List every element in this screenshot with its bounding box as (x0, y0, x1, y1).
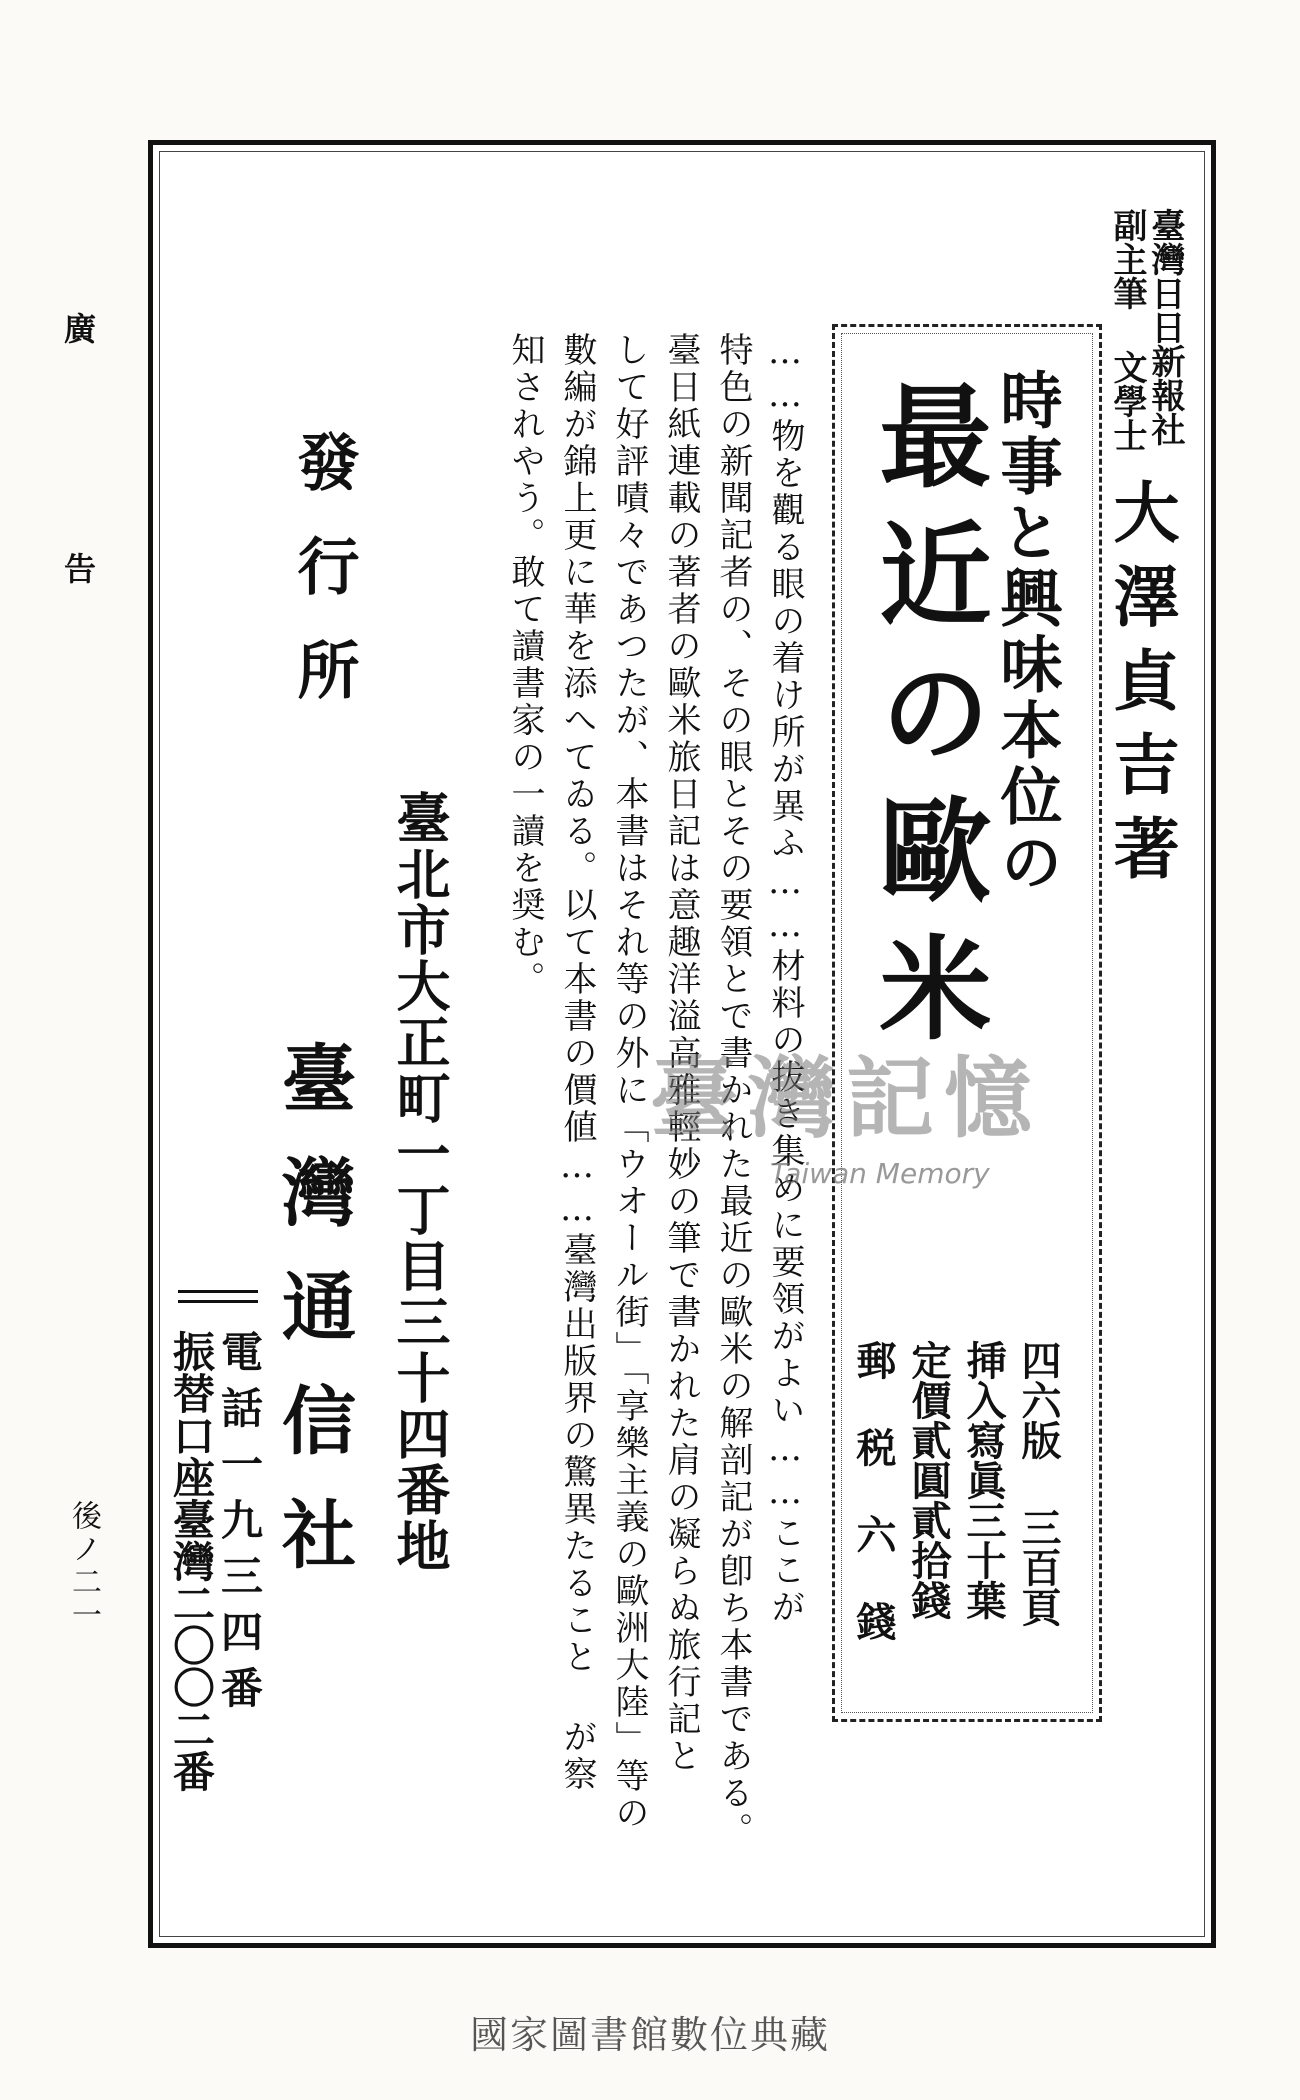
margin-ad-char-1: 廣 (59, 312, 97, 344)
description-line: 臺日紙連載の著者の歐米旅日記は意趣洋溢高雅輕妙の筆で書かれた肩の凝らぬ旅行記と (661, 332, 701, 1775)
book-title: 最近の歐米 (861, 378, 992, 1068)
publisher-transfer-account: 振替口座臺灣二〇〇二番 (167, 1330, 216, 1792)
publisher-label: 發行所 (287, 430, 360, 742)
double-rule (178, 1290, 258, 1293)
double-rule (178, 1300, 258, 1303)
author-affiliation-line-1: 臺灣日日新報社 (1145, 208, 1185, 446)
publisher-name: 臺灣通信社 (270, 1040, 356, 1610)
book-spec-postage: 郵 税 六 錢 (850, 1340, 897, 1641)
description-line: 數編が錦上更に華を添へてゐる。以て本書の價値……臺灣出版界の驚異たること が察 (557, 332, 597, 1793)
watermark: 臺灣記憶 (650, 1047, 1043, 1150)
watermark-english: Taiwan Memory (770, 1157, 990, 1190)
page-number: 後ノ二一 (66, 1500, 101, 1632)
book-spec-price: 定價貳圓貳拾錢 (905, 1340, 952, 1620)
author-name: 大澤貞吉著 (1102, 478, 1180, 898)
author-affiliation-line-2: 副主筆 文學士 (1107, 208, 1147, 452)
book-subtitle: 時事と興味本位の (990, 368, 1063, 896)
margin-ad-char-2: 告 (59, 552, 97, 584)
publisher-address: 臺北市大正町一丁目三十四番地 (388, 790, 452, 1574)
book-spec-photos: 挿入寫眞三十葉 (960, 1340, 1007, 1620)
description-line: 知されやう。敢て讀書家の一讀を奨む。 (505, 332, 545, 998)
book-spec-format: 四六版 三百頁 (1015, 1340, 1062, 1627)
description-line: 特色の新聞記者の、その眼とその要領とで書かれた最近の歐米の解剖記が卽ち本書である。 (713, 332, 753, 1849)
publisher-phone: 電話一九三四番 (215, 1330, 264, 1722)
description-line: ……物を觀る眼の着け所が異ふ……材料の拔き集めに要領がよい……ここが (765, 332, 805, 1626)
footer-credit: 國家圖書館數位典藏 (469, 2013, 830, 2057)
description-line: して好評嘖々であつたが、本書はそれ等の外に「ウオール街」「享樂主義の歐洲大陸」等の (609, 332, 649, 1832)
